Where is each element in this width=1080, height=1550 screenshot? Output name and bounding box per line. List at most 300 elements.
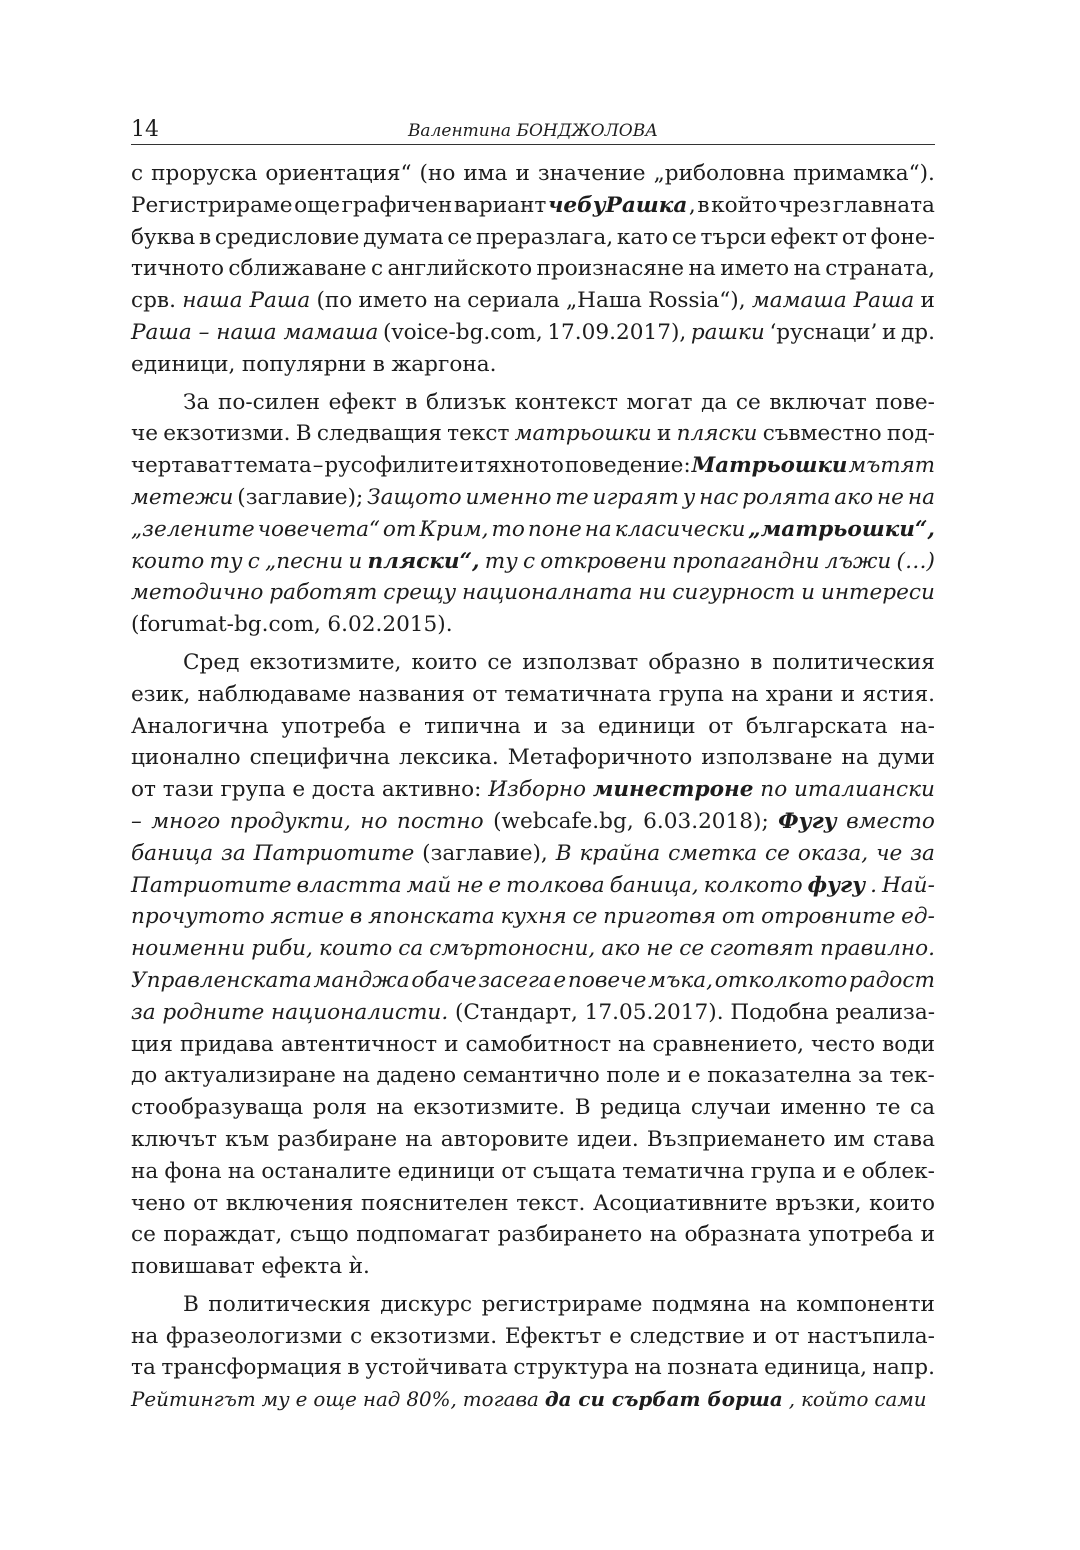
- word: от: [382, 516, 417, 542]
- word: 80%,: [406, 1388, 457, 1412]
- word: те: [875, 1095, 901, 1121]
- text-line: [131, 514, 935, 546]
- word: е: [292, 777, 306, 803]
- word: ноименни: [131, 936, 246, 962]
- word: и: [881, 319, 897, 345]
- word: има: [463, 161, 508, 186]
- word: търси: [700, 224, 767, 250]
- word: придава: [179, 1031, 274, 1057]
- word: от: [131, 777, 156, 803]
- word: се: [572, 904, 598, 930]
- word: вариант: [453, 192, 547, 218]
- word: по: [760, 777, 788, 803]
- word: срещу: [383, 580, 457, 606]
- word: националисти.: [271, 999, 449, 1025]
- word: май: [406, 872, 452, 898]
- word: темата: [233, 453, 312, 479]
- word: баница: [131, 840, 214, 866]
- word: с: [131, 161, 144, 186]
- word: ако: [601, 936, 641, 962]
- word: ключът: [131, 1126, 217, 1152]
- word: то: [491, 516, 525, 542]
- word: които: [131, 548, 205, 574]
- word: др.: [900, 319, 935, 345]
- word: се: [735, 389, 761, 415]
- word: произнасяне: [536, 256, 685, 282]
- word: ‘руснаци’: [769, 319, 878, 345]
- word: сближаване: [228, 256, 367, 282]
- paragraph: [131, 158, 935, 381]
- word: напр.: [872, 1355, 935, 1381]
- word: родните: [162, 999, 265, 1025]
- word: сами: [874, 1388, 927, 1412]
- text-line: [131, 933, 935, 965]
- word: и: [348, 548, 363, 574]
- word: пове-: [875, 389, 935, 415]
- text-line: [131, 387, 935, 419]
- word: мъка,: [648, 967, 714, 993]
- word: структура: [513, 1355, 629, 1381]
- word: ,: [688, 192, 696, 218]
- word: от: [193, 1190, 219, 1216]
- word: следствие: [629, 1323, 745, 1349]
- word: облек-: [861, 1158, 935, 1184]
- text-line: [131, 711, 935, 743]
- word: реализа-: [835, 999, 935, 1025]
- word: екзотизмите,: [249, 649, 402, 675]
- word: работят: [269, 580, 378, 606]
- word: актуализиране: [163, 1063, 336, 1089]
- word: 17.09.2017),: [547, 319, 687, 345]
- word: е: [553, 967, 567, 993]
- word: позната: [667, 1355, 759, 1381]
- word: компоненти: [796, 1291, 935, 1317]
- word: кухня: [500, 904, 567, 930]
- word: на: [793, 256, 821, 282]
- word: –: [131, 808, 142, 834]
- word: Аналогична: [131, 713, 269, 739]
- word: името: [720, 256, 790, 282]
- word: срв.: [131, 288, 176, 314]
- word: употреба: [808, 1222, 914, 1248]
- word: Патриотите: [253, 840, 415, 866]
- word: на: [376, 1095, 404, 1121]
- word: тяхното: [474, 453, 564, 479]
- text-line: [131, 742, 935, 774]
- word: лъжи: [824, 548, 892, 574]
- word: е: [609, 1323, 622, 1349]
- word: примамка“).: [793, 161, 935, 186]
- text-line: [131, 679, 935, 711]
- text-line: [131, 349, 935, 381]
- word: откровени: [540, 548, 667, 574]
- word: прочутото: [131, 904, 265, 930]
- word: ед-: [901, 904, 935, 930]
- word: В: [574, 1095, 591, 1121]
- word: баница,: [609, 872, 699, 898]
- word: и: [444, 1031, 459, 1057]
- word: .: [870, 872, 877, 898]
- word: на: [584, 516, 612, 542]
- word: фугу: [807, 872, 866, 898]
- word: значение: [537, 161, 646, 186]
- word: ястия.: [862, 681, 935, 707]
- word: В: [295, 421, 312, 447]
- word: и: [533, 713, 548, 739]
- word: толкова: [506, 872, 605, 898]
- word: текст.: [516, 1190, 586, 1216]
- word: че: [131, 421, 159, 447]
- word: включения: [225, 1190, 354, 1216]
- word: на: [227, 1158, 256, 1184]
- word: настъпила-: [807, 1323, 935, 1349]
- word: отровните: [761, 904, 896, 930]
- word: се: [765, 840, 790, 866]
- word: вместо: [846, 808, 935, 834]
- word: пляски: [676, 421, 758, 447]
- word: използване: [701, 745, 833, 771]
- word: риби,: [251, 936, 313, 962]
- word: с: [522, 548, 536, 574]
- word: Подобна: [730, 999, 829, 1025]
- word: които: [411, 649, 478, 675]
- word: чено: [131, 1190, 186, 1216]
- word: екзотизмите.: [413, 1095, 566, 1121]
- word: се: [447, 224, 473, 250]
- word: Изборно: [488, 777, 587, 803]
- word: единици: [597, 713, 696, 739]
- word: именно: [780, 1095, 867, 1121]
- word: група: [750, 1158, 816, 1184]
- word: постно: [396, 808, 484, 834]
- word: на: [688, 256, 716, 282]
- word: 6.03.2018);: [643, 808, 769, 834]
- word: идеи.: [576, 1126, 639, 1152]
- word: води: [882, 1031, 935, 1057]
- word: разбирането: [497, 1222, 643, 1248]
- text-line: [131, 285, 935, 317]
- word: ѝ.: [348, 1254, 370, 1280]
- word: ционално: [131, 745, 241, 771]
- text-line: [131, 806, 935, 838]
- word: преразлага,: [475, 224, 614, 250]
- word: тематичната: [504, 681, 652, 707]
- word: властта: [296, 872, 402, 898]
- word: Асоциативните: [592, 1190, 768, 1216]
- word: автентичност: [280, 1031, 438, 1057]
- running-head: Валентина БОНДЖОЛОВА: [407, 121, 659, 141]
- word: единици: [397, 1158, 496, 1184]
- word: образно: [648, 649, 741, 675]
- word: тек-: [889, 1063, 935, 1089]
- word: повече: [567, 967, 647, 993]
- text-line: [131, 965, 935, 997]
- word: екзотизми.: [369, 1323, 498, 1349]
- word: (forumat-bg.com,: [131, 612, 321, 638]
- word: дадено: [376, 1063, 457, 1089]
- word: сигурност: [672, 580, 796, 606]
- word: е: [488, 872, 502, 898]
- text-line: [131, 1219, 935, 1251]
- word: за: [131, 999, 156, 1025]
- word: оказа,: [797, 840, 869, 866]
- word: –: [312, 453, 324, 479]
- word: класически: [614, 516, 746, 542]
- text-line: [131, 997, 935, 1029]
- page-number: 14: [131, 117, 159, 142]
- word: и: [822, 1158, 837, 1184]
- word: (заглавие),: [422, 840, 548, 866]
- word: на: [907, 484, 935, 510]
- word: у: [682, 484, 696, 510]
- word: пляски“,: [367, 548, 480, 574]
- word: Rossia“),: [648, 288, 746, 314]
- word: ту: [209, 548, 243, 574]
- text-line: [131, 1156, 935, 1188]
- word: трансформация: [161, 1355, 342, 1381]
- word: на-: [900, 713, 935, 739]
- word: да: [701, 389, 728, 415]
- word: лексика.: [399, 745, 499, 771]
- word: редица: [600, 1095, 682, 1121]
- word: с: [247, 548, 260, 574]
- word: „риболовна: [653, 161, 786, 186]
- word: и: [920, 1222, 935, 1248]
- text-line: [131, 609, 935, 641]
- word: към: [225, 1126, 270, 1152]
- word: че: [876, 840, 903, 866]
- word: на: [342, 1063, 370, 1089]
- word: сравнението,: [652, 1031, 804, 1057]
- text-line: [131, 1060, 935, 1092]
- word: Матрьошки: [691, 453, 848, 479]
- word: типична: [424, 713, 521, 739]
- word: Най-: [881, 872, 935, 898]
- text-line: [131, 1384, 935, 1416]
- word: доста: [311, 777, 376, 803]
- word: роля: [312, 1095, 367, 1121]
- word: в: [405, 389, 418, 415]
- word: „Наша: [565, 288, 642, 314]
- word: За: [183, 389, 210, 415]
- word: за: [858, 1063, 883, 1089]
- word: същата: [532, 1158, 617, 1184]
- word: са: [398, 936, 424, 962]
- word: популярни: [241, 351, 367, 377]
- word: употреба: [281, 713, 386, 739]
- word: подмяна: [651, 1291, 751, 1317]
- word: страната,: [825, 256, 935, 282]
- word: националната: [461, 580, 633, 606]
- word: средисловие: [214, 224, 360, 250]
- text-line: [131, 1092, 935, 1124]
- word: политическия: [772, 649, 935, 675]
- page-header: [131, 116, 935, 145]
- word: методично: [131, 580, 264, 606]
- word: „матрьошки“,: [748, 516, 935, 542]
- word: в: [347, 1355, 360, 1381]
- word: думи: [877, 745, 935, 771]
- word: радост: [849, 967, 935, 993]
- word: който: [711, 192, 777, 218]
- word: английското: [387, 256, 533, 282]
- word: често: [810, 1031, 876, 1057]
- text-line: [131, 1352, 935, 1384]
- word: ту: [484, 548, 518, 574]
- word: ефекта: [261, 1254, 343, 1280]
- word: се: [487, 649, 513, 675]
- paragraph: [131, 647, 935, 1283]
- word: под-: [886, 421, 935, 447]
- word: 6.02.2015).: [327, 612, 453, 638]
- word: не: [646, 936, 674, 962]
- word: в: [697, 192, 710, 218]
- word: които: [869, 1190, 935, 1216]
- word: чрез: [778, 192, 832, 218]
- word: мътят: [848, 453, 935, 479]
- word: (webcafe.bg,: [493, 808, 634, 834]
- word: пояснителен: [361, 1190, 509, 1216]
- word: „зелените: [131, 516, 255, 542]
- word: поле: [606, 1063, 661, 1089]
- word: близък: [425, 389, 507, 415]
- word: чертават: [131, 453, 233, 479]
- word: група: [220, 777, 286, 803]
- text-line: [131, 870, 935, 902]
- text-line: [131, 317, 935, 349]
- word: от: [708, 713, 734, 739]
- text-line: [131, 546, 935, 578]
- word: не: [456, 872, 484, 898]
- word: става: [873, 1126, 935, 1152]
- word: контекст: [514, 389, 618, 415]
- word: е: [687, 1063, 701, 1089]
- word: и: [515, 161, 530, 186]
- word: повишават: [131, 1254, 255, 1280]
- text-line: [131, 253, 935, 285]
- word: италиански: [793, 777, 935, 803]
- word: та: [131, 1355, 156, 1381]
- word: единици,: [131, 351, 236, 377]
- text-line: [131, 450, 935, 482]
- word: (заглавие);: [237, 484, 364, 510]
- paragraph: [131, 1289, 935, 1416]
- word: тичното: [131, 256, 224, 282]
- word: в: [349, 904, 363, 930]
- word: ефект: [770, 224, 839, 250]
- text-line: [131, 838, 935, 870]
- word: на: [405, 1126, 433, 1152]
- word: група: [658, 681, 724, 707]
- word: (но: [419, 161, 456, 186]
- word: на: [731, 681, 759, 707]
- word: интереси: [820, 580, 935, 606]
- word: те: [555, 484, 589, 510]
- word: на: [841, 745, 869, 771]
- word: съвместно: [762, 421, 882, 447]
- word: Патриотите: [131, 872, 292, 898]
- word: графичен: [341, 192, 453, 218]
- word: Защото: [367, 484, 462, 510]
- word: от: [501, 1158, 527, 1184]
- word: българската: [745, 713, 888, 739]
- word: русофилите: [324, 453, 459, 479]
- word: връзки,: [775, 1190, 862, 1216]
- word: тематична: [622, 1158, 745, 1184]
- text-line: [131, 1029, 935, 1061]
- word: ролята: [742, 484, 831, 510]
- word: наблюдаваме: [197, 681, 352, 707]
- word: ция: [131, 1031, 173, 1057]
- word: рашки: [690, 319, 765, 345]
- word: език,: [131, 681, 191, 707]
- word: и: [840, 681, 856, 707]
- word: крайна: [579, 840, 661, 866]
- word: (по: [316, 288, 353, 314]
- word: още: [294, 192, 340, 218]
- word: и: [752, 1323, 767, 1349]
- word: минестроне: [592, 777, 754, 803]
- word: е: [295, 1388, 308, 1412]
- text-line: [131, 901, 935, 933]
- word: за: [560, 713, 586, 739]
- word: могат: [626, 389, 693, 415]
- word: Сред: [183, 649, 240, 675]
- text-line: [131, 647, 935, 679]
- word: политическия: [208, 1291, 371, 1317]
- word: се: [679, 936, 705, 962]
- word: Ефектът: [504, 1323, 602, 1349]
- word: тази: [162, 777, 214, 803]
- word: използват: [522, 649, 639, 675]
- word: 17.05.2017).: [584, 999, 724, 1025]
- word: пропагандни: [672, 548, 820, 574]
- word: играят: [592, 484, 679, 510]
- word: ефект: [328, 389, 397, 415]
- word: засега: [478, 967, 552, 993]
- text-line: [131, 482, 935, 514]
- word: нас: [699, 484, 739, 510]
- word: подпомагат: [356, 1222, 491, 1248]
- word: храни: [765, 681, 834, 707]
- word: регистрираме: [481, 1291, 643, 1317]
- word: Метафоричното: [507, 745, 693, 771]
- word: самобитност: [465, 1031, 612, 1057]
- word: фона: [164, 1158, 222, 1184]
- body-text: [131, 158, 935, 1416]
- word: се: [131, 1222, 156, 1248]
- word: образната: [684, 1222, 802, 1248]
- word: правилно.: [820, 936, 935, 962]
- word: Възприемането: [646, 1126, 826, 1152]
- word: от: [472, 681, 498, 707]
- word: са: [910, 1095, 935, 1121]
- text-line: [131, 158, 935, 190]
- word: разбиране: [277, 1126, 398, 1152]
- word: името: [358, 288, 428, 314]
- word: тогава: [462, 1388, 539, 1412]
- word: обаче: [411, 967, 477, 993]
- word: му: [261, 1388, 290, 1412]
- word: смъртоносни,: [429, 936, 596, 962]
- word: чебуРашка: [547, 192, 688, 218]
- word: сметка: [668, 840, 758, 866]
- word: (Стандарт,: [454, 999, 578, 1025]
- word: но: [360, 808, 388, 834]
- word: от: [721, 904, 756, 930]
- paragraph: [131, 387, 935, 641]
- word: главната: [832, 192, 935, 218]
